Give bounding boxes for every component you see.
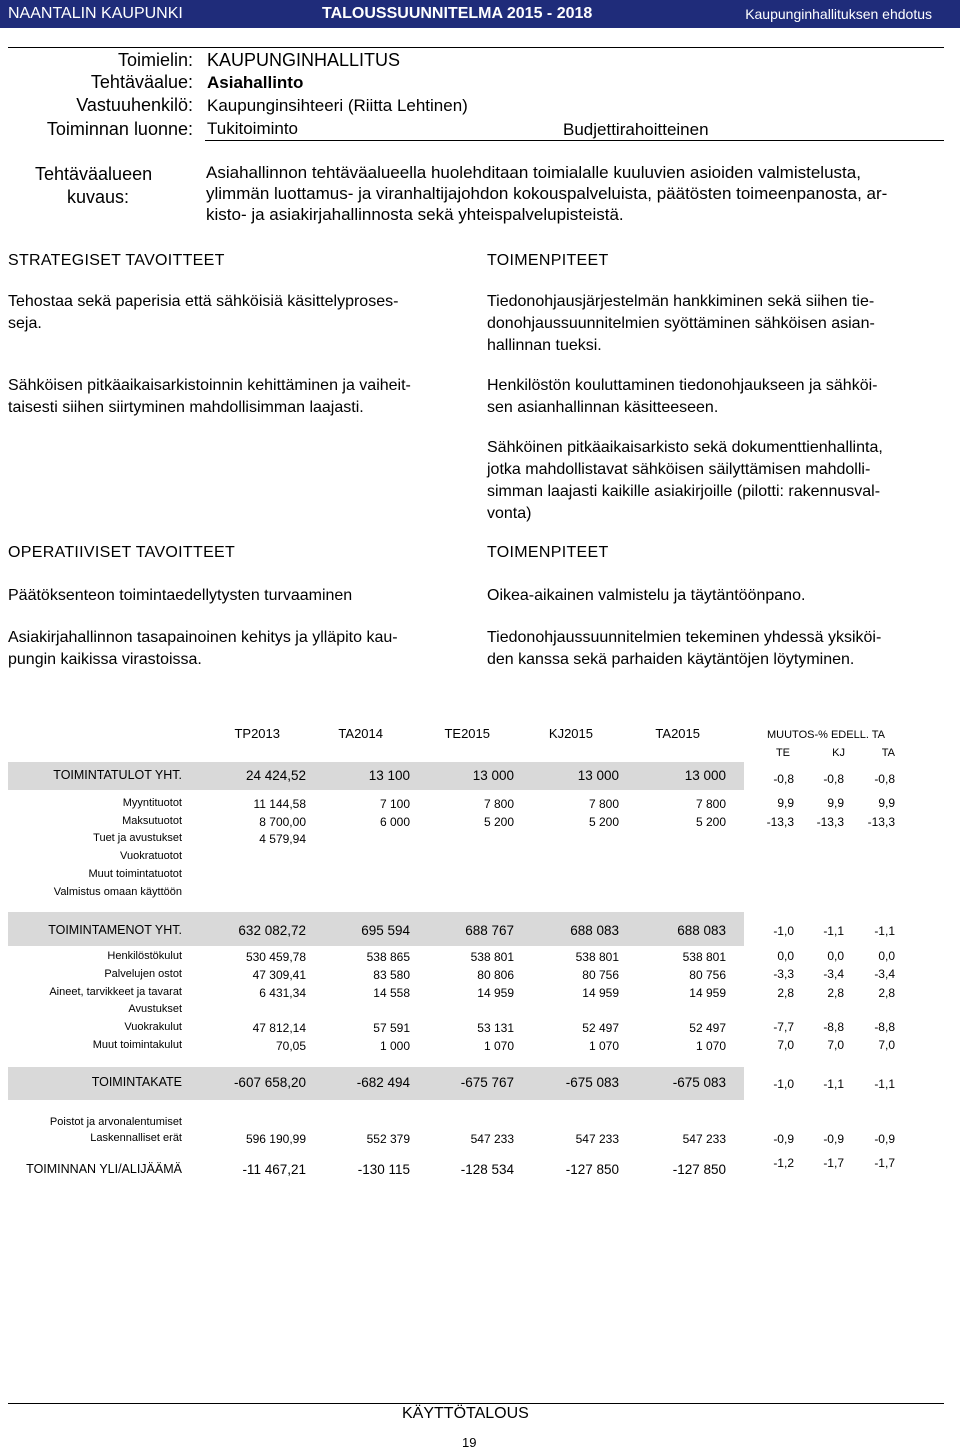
value-cell: 1 070 — [588, 1039, 619, 1053]
value-cell: 7 100 — [379, 797, 410, 811]
value-cell: 5 200 — [588, 815, 619, 829]
percent-cell: -0,8 — [823, 772, 844, 786]
percent-cell: -3,3 — [773, 967, 794, 981]
value-cell: 14 959 — [477, 986, 514, 1000]
col-header: TA2014 — [338, 726, 383, 741]
row-label: Palvelujen ostot — [104, 968, 182, 980]
toimenpiteet-heading: TOIMENPITEET — [487, 252, 609, 269]
row-label: Henkilöstökulut — [107, 950, 182, 962]
value-cell: 6 000 — [379, 815, 410, 829]
row-label: Muut toimintakulut — [92, 1039, 182, 1051]
row-label: Laskennalliset erät — [90, 1132, 182, 1144]
value-cell: 688 767 — [465, 923, 514, 938]
value-cell: 14 959 — [582, 986, 619, 1000]
value-cell: 11 144,58 — [253, 797, 306, 811]
percent-cell: -1,0 — [773, 924, 794, 938]
toimenpiteet2-item: Tiedonohjaussuunnitelmien tekeminen yhdessä yksiköi- den kanssa sekä parhaiden käytäntöjen löytyminen. — [487, 629, 882, 668]
col-header: TE2015 — [444, 726, 490, 741]
toimielin-label: Toimielin: — [117, 50, 193, 70]
row-label: Valmistus omaan käyttöön — [53, 886, 182, 898]
percent-cell: -0,8 — [773, 772, 794, 786]
percent-cell: 0,0 — [827, 949, 844, 963]
value-cell: -675 083 — [565, 1075, 619, 1090]
value-cell: 7 800 — [588, 797, 619, 811]
toimenpiteet-item: Henkilöstön kouluttaminen tiedonohjaukseen ja sähköi- sen asianhallinnan käsitteeseen. — [487, 377, 878, 416]
percent-cell: 9,9 — [777, 796, 794, 810]
percent-cell: -0,9 — [823, 1132, 844, 1146]
percent-cell: -1,1 — [823, 1077, 844, 1091]
footer-rule — [8, 1403, 944, 1404]
toimenpiteet2-heading: TOIMENPITEET — [487, 544, 609, 561]
percent-cell: -1,1 — [874, 924, 895, 938]
value-cell: 47 309,41 — [252, 968, 306, 982]
value-cell: -128 534 — [460, 1162, 514, 1177]
kuvaus-label-1: Tehtäväalueen — [35, 164, 153, 184]
strategiset-heading: STRATEGISET TAVOITTEET — [8, 252, 225, 269]
kuvaus-line: kisto- ja asiakirjahallinnosta sekä yhteispalvelupisteistä. — [206, 205, 624, 224]
value-cell: 13 000 — [684, 768, 726, 783]
value-cell: 83 580 — [373, 968, 410, 982]
value-cell: 14 959 — [689, 986, 726, 1000]
value-cell: 538 865 — [366, 950, 410, 964]
toimenpiteet-item: Sähköinen pitkäaikaisarkisto sekä dokumenttienhallinta, jotka mahdollistavat sähköisen säilyttämisen mahdolli- simman laajasti kaikille asiakirjoille (pilotti: rakennusval- vonta) — [487, 439, 883, 522]
percent-cell: -0,9 — [773, 1132, 794, 1146]
strategiset-item: Tehostaa sekä paperisia että sähköisiä käsittelyproses- seja. — [8, 293, 399, 332]
value-cell: 547 233 — [575, 1132, 619, 1146]
kuvaus-label-2: kuvaus: — [67, 187, 130, 207]
row-label: Muut toimintatuotot — [88, 868, 182, 880]
value-cell: -127 850 — [672, 1162, 726, 1177]
percent-cell: -0,8 — [874, 772, 895, 786]
value-cell: 57 591 — [373, 1021, 410, 1035]
percent-cell: -3,4 — [874, 967, 895, 981]
percent-cell: 0,0 — [878, 949, 895, 963]
percent-cell: -13,3 — [816, 815, 844, 829]
percent-cell: -13,3 — [766, 815, 794, 829]
toimenpiteet2-item: Oikea-aikainen valmistelu ja täytäntöönpano. — [487, 587, 806, 604]
strategiset-item: Sähköisen pitkäaikaisarkistoinnin kehittäminen ja vaiheit- taisesti siihen siirtyminen mahdollisimman laajasti. — [8, 377, 411, 416]
row-label: Myyntituotot — [122, 797, 182, 809]
kuvaus-line: ylimmän luottamus- ja viranhaltijajohdon kokouspalveluista, päätösten toimeenpanosta, ar- — [206, 184, 888, 203]
value-cell: 688 083 — [677, 923, 726, 938]
row-label: Vuokratuotot — [120, 850, 182, 862]
budjetti-label: Budjettirahoitteinen — [563, 120, 709, 139]
percent-cell: 2,8 — [827, 986, 844, 1000]
value-cell: 5 200 — [483, 815, 514, 829]
value-cell: 8 700,00 — [259, 815, 306, 829]
percent-cell: -1,0 — [773, 1077, 794, 1091]
value-cell: 695 594 — [361, 923, 410, 938]
value-cell: -675 767 — [460, 1075, 514, 1090]
percent-cell: 9,9 — [878, 796, 895, 810]
percent-cell: 7,0 — [827, 1038, 844, 1052]
value-cell: 13 100 — [368, 768, 410, 783]
vastuuhenkilo-value: Kaupunginsihteeri (Riitta Lehtinen) — [207, 96, 468, 115]
row-label: Vuokrakulut — [124, 1021, 182, 1033]
value-cell: -11 467,21 — [242, 1162, 306, 1177]
percent-cell: -0,9 — [874, 1132, 895, 1146]
vastuuhenkilo-label: Vastuuhenkilö: — [76, 95, 193, 115]
header-bar — [0, 0, 960, 28]
percent-cell: -13,3 — [867, 815, 895, 829]
value-cell: 1 000 — [379, 1039, 410, 1053]
value-cell: 7 800 — [483, 797, 514, 811]
value-cell: 6 431,34 — [259, 986, 306, 1000]
col-header: TP2013 — [234, 726, 280, 741]
luonne-label: Toiminnan luonne: — [46, 119, 193, 139]
percent-cell: -3,4 — [823, 967, 844, 981]
section-title: KÄYTTÖTALOUS — [402, 1405, 529, 1422]
percent-cell: -7,7 — [773, 1020, 794, 1034]
value-cell: 530 459,78 — [245, 950, 306, 964]
kuvaus-line: Asiahallinnon tehtäväalueella huolehditaan toimialalle kuuluvien asioiden valmistelusta, — [206, 163, 861, 182]
muutos-col: TA — [881, 747, 895, 759]
info-rule — [205, 140, 944, 141]
value-cell: 1 070 — [483, 1039, 514, 1053]
value-cell: 547 233 — [682, 1132, 726, 1146]
document-title: TALOUSSUUNNITELMA 2015 - 2018 — [322, 5, 593, 22]
percent-cell: -1,7 — [874, 1156, 895, 1170]
value-cell: 5 200 — [695, 815, 726, 829]
value-cell: 688 083 — [570, 923, 619, 938]
percent-cell: -1,7 — [823, 1156, 844, 1170]
value-cell: 24 424,52 — [245, 768, 306, 783]
city-name: NAANTALIN KAUPUNKI — [8, 5, 183, 22]
percent-cell: 0,0 — [777, 949, 794, 963]
operatiiviset-item: Päätöksenteon toimintaedellytysten turvaaminen — [8, 587, 353, 604]
value-cell: 52 497 — [582, 1021, 619, 1035]
percent-cell: 9,9 — [827, 796, 844, 810]
value-cell: -127 850 — [565, 1162, 619, 1177]
value-cell: 13 000 — [577, 768, 619, 783]
value-cell: 596 190,99 — [245, 1132, 306, 1146]
row-label: Avustukset — [128, 1003, 182, 1015]
row-label: TOIMINTAKATE — [91, 1075, 182, 1089]
value-cell: 80 806 — [477, 968, 514, 982]
row-label: TOIMINTAMENOT YHT. — [48, 923, 182, 937]
row-label: Maksutuotot — [122, 815, 182, 827]
tehtavaalue-label: Tehtäväalue: — [90, 72, 193, 92]
value-cell: 47 812,14 — [252, 1021, 306, 1035]
page-number: 19 — [462, 1435, 477, 1450]
operatiiviset-item: Asiakirjahallinnon tasapainoinen kehitys ja ylläpito kau- pungin kaikissa virastoissa. — [8, 629, 398, 668]
percent-cell: -1,2 — [773, 1156, 794, 1170]
row-label: Poistot ja arvonalentumiset — [49, 1116, 182, 1128]
value-cell: -607 658,20 — [233, 1075, 306, 1090]
value-cell: 52 497 — [689, 1021, 726, 1035]
toimielin-value: KAUPUNGINHALLITUS — [207, 50, 401, 70]
percent-cell: -1,1 — [823, 924, 844, 938]
toimenpiteet-item: Tiedonohjausjärjestelmän hankkiminen sekä siihen tie- donohjaussuunnitelmien syöttäminen sähköisen asian- hallinnan tueksi. — [487, 293, 875, 354]
luonne-value: Tukitoiminto — [207, 119, 299, 138]
value-cell: 80 756 — [582, 968, 619, 982]
row-label: Aineet, tarvikkeet ja tavarat — [49, 986, 182, 998]
value-cell: 538 801 — [682, 950, 726, 964]
operatiiviset-heading: OPERATIIVISET TAVOITTEET — [8, 544, 236, 561]
percent-cell: -8,8 — [874, 1020, 895, 1034]
value-cell: 547 233 — [470, 1132, 514, 1146]
col-header: KJ2015 — [548, 726, 593, 741]
row-label: TOIMINTATULOT YHT. — [53, 768, 182, 782]
value-cell: 538 801 — [575, 950, 619, 964]
value-cell: 7 800 — [695, 797, 726, 811]
value-cell: -682 494 — [356, 1075, 410, 1090]
proposal-label: Kaupunginhallituksen ehdotus — [745, 6, 932, 22]
muutos-col: TE — [775, 747, 790, 759]
muutos-title: MUUTOS-% EDELL. TA — [767, 729, 885, 741]
percent-cell: 2,8 — [777, 986, 794, 1000]
value-cell: 1 070 — [695, 1039, 726, 1053]
percent-cell: 7,0 — [777, 1038, 794, 1052]
value-cell: 14 558 — [373, 986, 410, 1000]
value-cell: 4 579,94 — [259, 832, 306, 846]
value-cell: 632 082,72 — [238, 923, 306, 938]
header-rule — [8, 47, 944, 48]
muutos-col: KJ — [832, 747, 845, 759]
value-cell: -675 083 — [672, 1075, 726, 1090]
row-label: TOIMINNAN YLI/ALIJÄÄMÄ — [26, 1162, 182, 1176]
percent-cell: -1,1 — [874, 1077, 895, 1091]
percent-cell: 7,0 — [878, 1038, 895, 1052]
tehtavaalue-value: Asiahallinto — [207, 73, 304, 92]
percent-cell: -8,8 — [823, 1020, 844, 1034]
value-cell: 13 000 — [472, 768, 514, 783]
value-cell: 53 131 — [477, 1021, 514, 1035]
value-cell: 538 801 — [470, 950, 514, 964]
percent-cell: 2,8 — [878, 986, 895, 1000]
value-cell: -130 115 — [357, 1162, 410, 1177]
row-label: Tuet ja avustukset — [93, 832, 182, 844]
value-cell: 80 756 — [689, 968, 726, 982]
value-cell: 70,05 — [275, 1039, 306, 1053]
value-cell: 552 379 — [366, 1132, 410, 1146]
col-header: TA2015 — [655, 726, 700, 741]
